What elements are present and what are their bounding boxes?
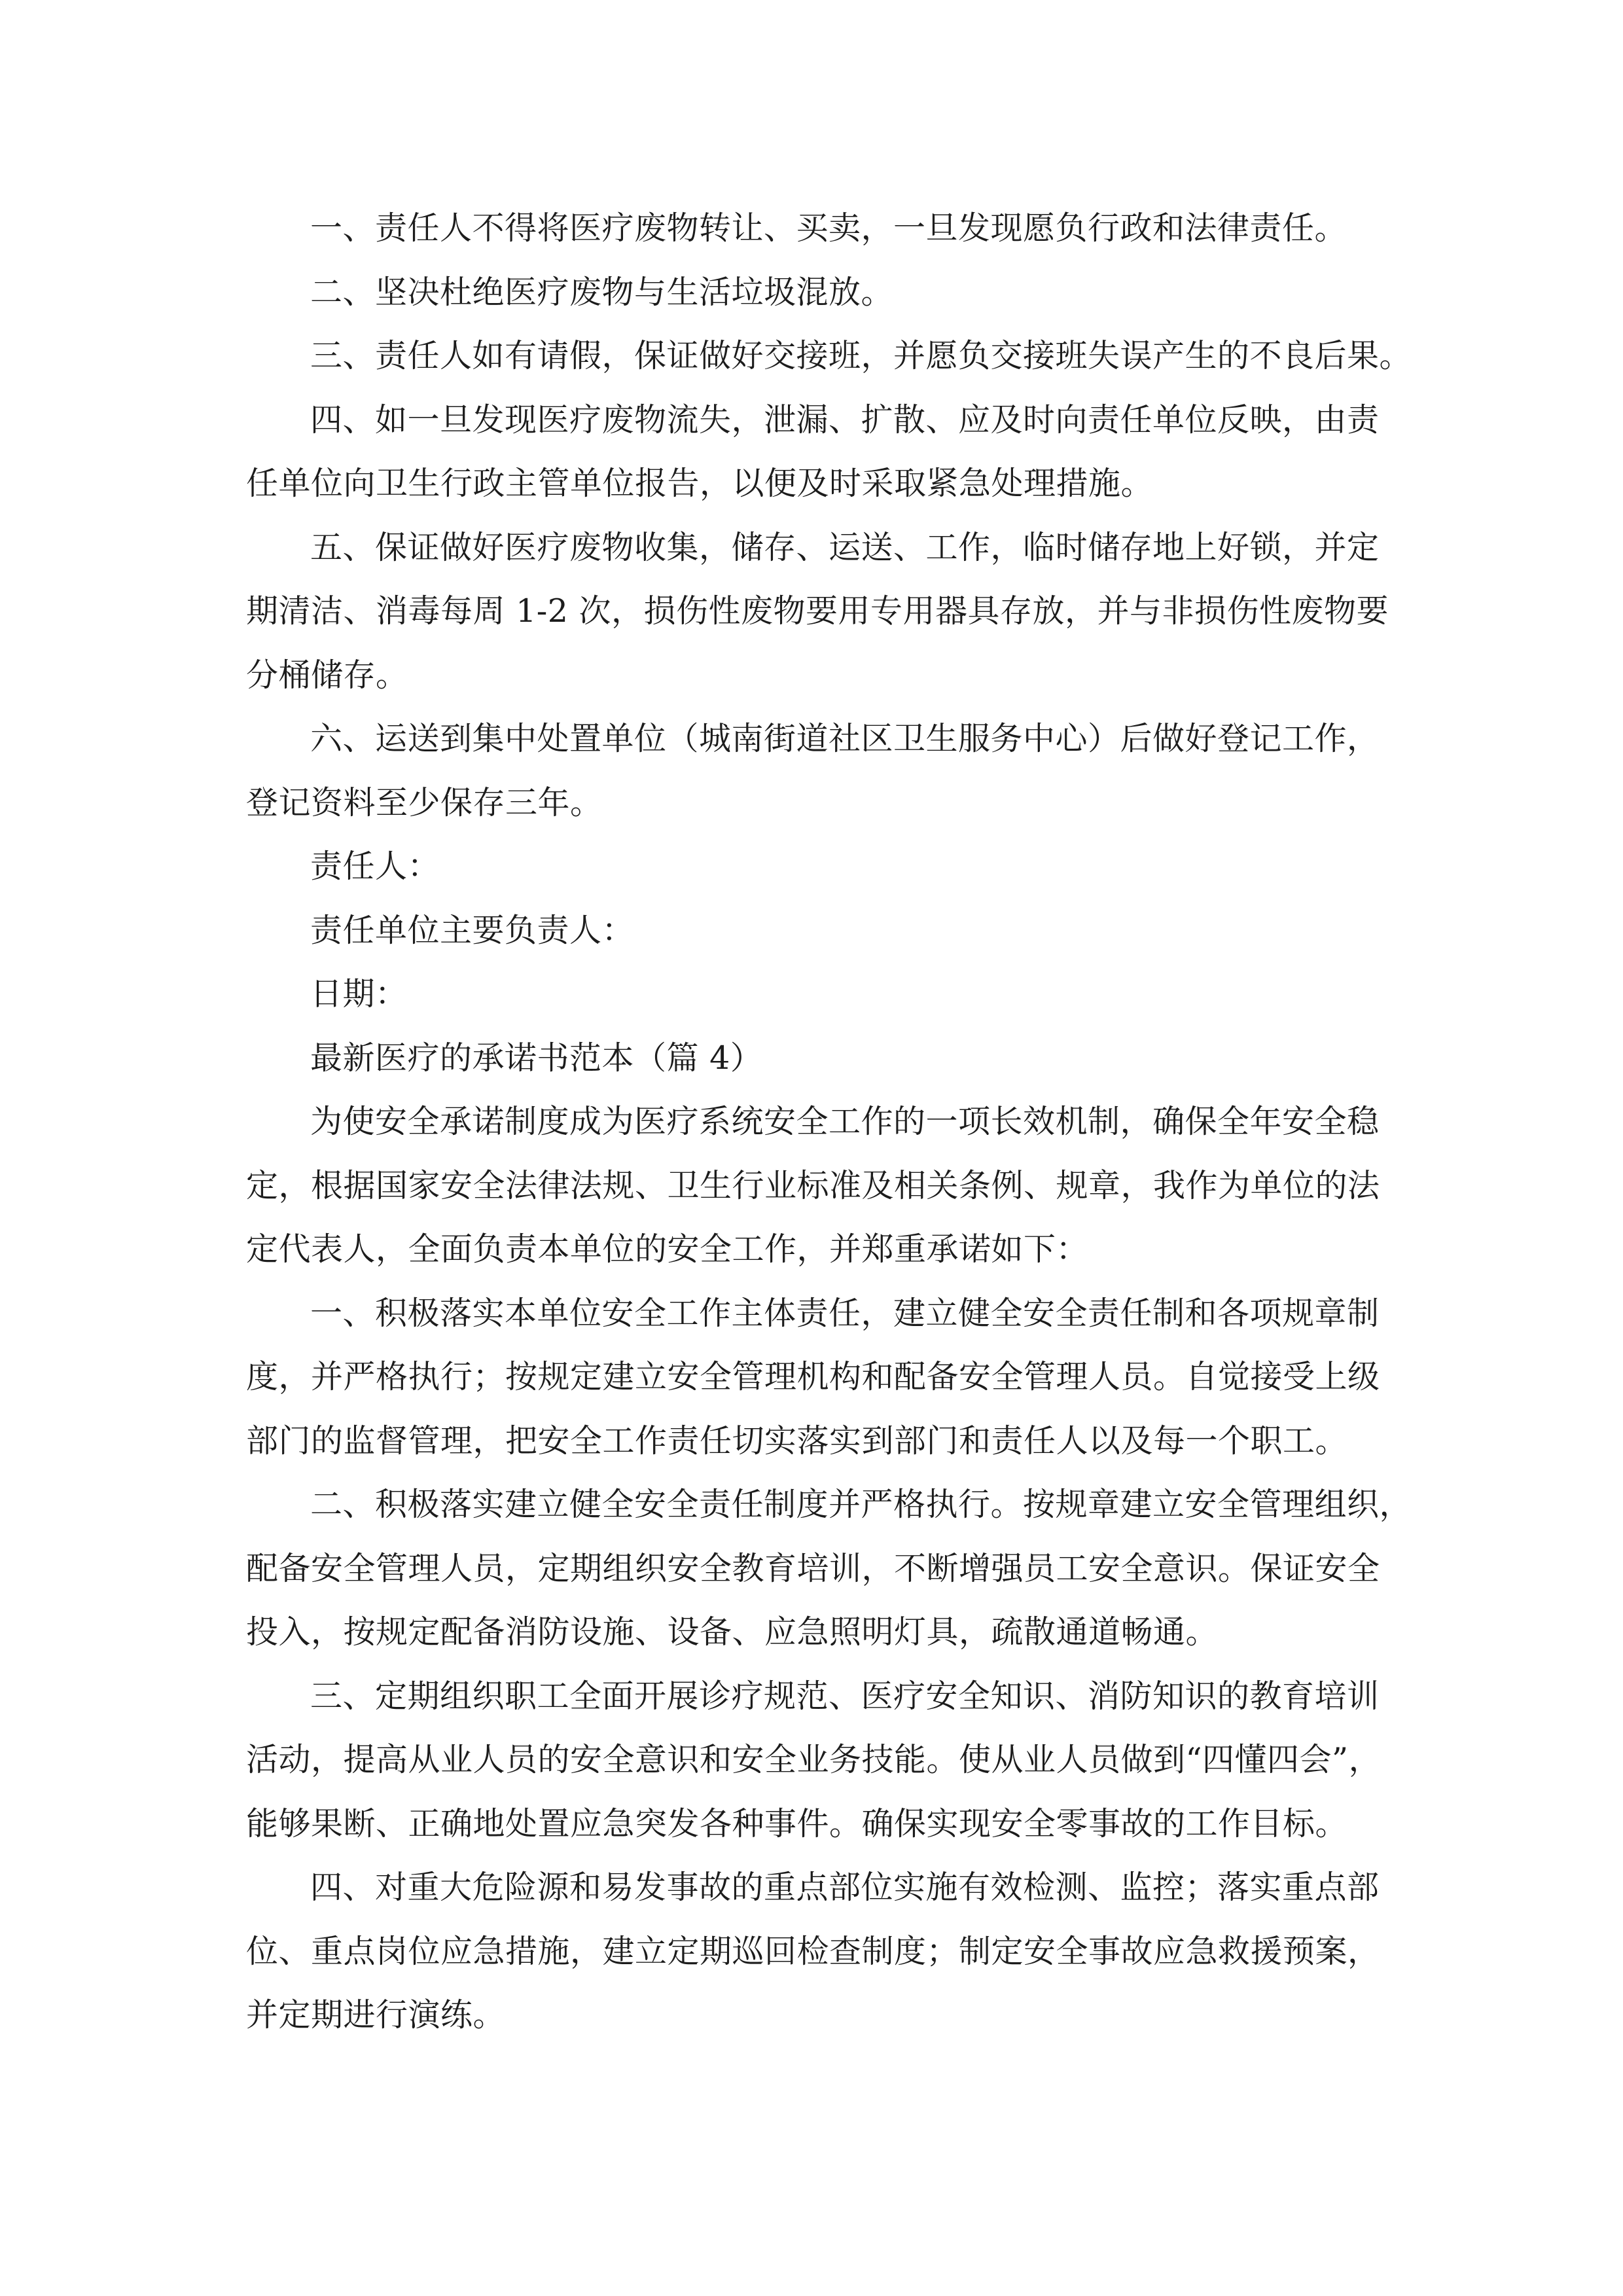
paragraph-line: 六、运送到集中处置单位（城南街道社区卫生服务中心）后做好登记工作， bbox=[310, 720, 1380, 757]
paragraph-line: 度，并严格执行；按规定建立安全管理机构和配备安全管理人员。自觉接受上级 bbox=[246, 1358, 1380, 1395]
paragraph-line: 三、定期组织职工全面开展诊疗规范、医疗安全知识、消防知识的教育培训 bbox=[310, 1677, 1380, 1715]
signature-label-unit-head: 责任单位主要负责人： bbox=[310, 911, 635, 949]
paragraph-line: 配备安全管理人员，定期组织安全教育培训，不断增强员工安全意识。保证安全 bbox=[246, 1549, 1380, 1587]
paragraph-line: 五、保证做好医疗废物收集，储存、运送、工作，临时储存地上好锁，并定 bbox=[310, 528, 1380, 566]
paragraph-line: 四、如一旦发现医疗废物流失，泄漏、扩散、应及时向责任单位反映，由责 bbox=[310, 401, 1380, 439]
paragraph-line: 任单位向卫生行政主管单位报告，以便及时采取紧急处理措施。 bbox=[246, 465, 1154, 502]
signature-label-responsible-person: 责任人： bbox=[310, 848, 440, 885]
document-body bbox=[246, 196, 1412, 2047]
paragraph-line: 二、坚决杜绝医疗废物与生活垃圾混放。 bbox=[310, 273, 894, 311]
paragraph-line: 定代表人，全面负责本单位的安全工作，并郑重承诺如下： bbox=[246, 1230, 1089, 1268]
paragraph-line: 为使安全承诺制度成为医疗系统安全工作的一项长效机制，确保全年安全稳 bbox=[310, 1103, 1380, 1140]
paragraph-line: 部门的监督管理，把安全工作责任切实落实到部门和责任人以及每一个职工。 bbox=[246, 1422, 1348, 1460]
paragraph-line: 一、积极落实本单位安全工作主体责任，建立健全安全责任制和各项规章制 bbox=[310, 1294, 1380, 1332]
paragraph-line: 位、重点岗位应急措施，建立定期巡回检查制度；制定安全事故应急救援预案， bbox=[246, 1932, 1380, 1970]
paragraph-line: 定，根据国家安全法律法规、卫生行业标准及相关条例、规章，我作为单位的法 bbox=[246, 1166, 1380, 1204]
paragraph-line: 一、责任人不得将医疗废物转让、买卖，一旦发现愿负行政和法律责任。 bbox=[310, 209, 1347, 247]
paragraph-line: 四、对重大危险源和易发事故的重点部位实施有效检测、监控；落实重点部 bbox=[310, 1869, 1380, 1906]
paragraph-line: 投入，按规定配备消防设施、设备、应急照明灯具，疏散通道畅通。 bbox=[246, 1613, 1219, 1651]
paragraph-line: 能够果断、正确地处置应急突发各种事件。确保实现安全零事故的工作目标。 bbox=[246, 1804, 1348, 1842]
paragraph-line: 并定期进行演练。 bbox=[246, 1996, 506, 2034]
date-label: 日期： bbox=[310, 975, 408, 1013]
paragraph-line: 三、责任人如有请假，保证做好交接班，并愿负交接班失误产生的不良后果。 bbox=[310, 337, 1412, 374]
paragraph-line: 期清洁、消毒每周 1-2 次，损伤性废物要用专用器具存放，并与非损伤性废物要 bbox=[246, 592, 1389, 630]
section-title: 最新医疗的承诺书范本（篇 4） bbox=[310, 1039, 763, 1077]
paragraph-line: 二、积极落实建立健全安全责任制度并严格执行。按规章建立安全管理组织， bbox=[310, 1486, 1412, 1523]
paragraph-line: 活动，提高从业人员的安全意识和安全业务技能。使从业人员做到“四懂四会”， bbox=[246, 1741, 1382, 1778]
paragraph-line: 分桶储存。 bbox=[246, 656, 408, 694]
paragraph-line: 登记资料至少保存三年。 bbox=[246, 783, 603, 821]
